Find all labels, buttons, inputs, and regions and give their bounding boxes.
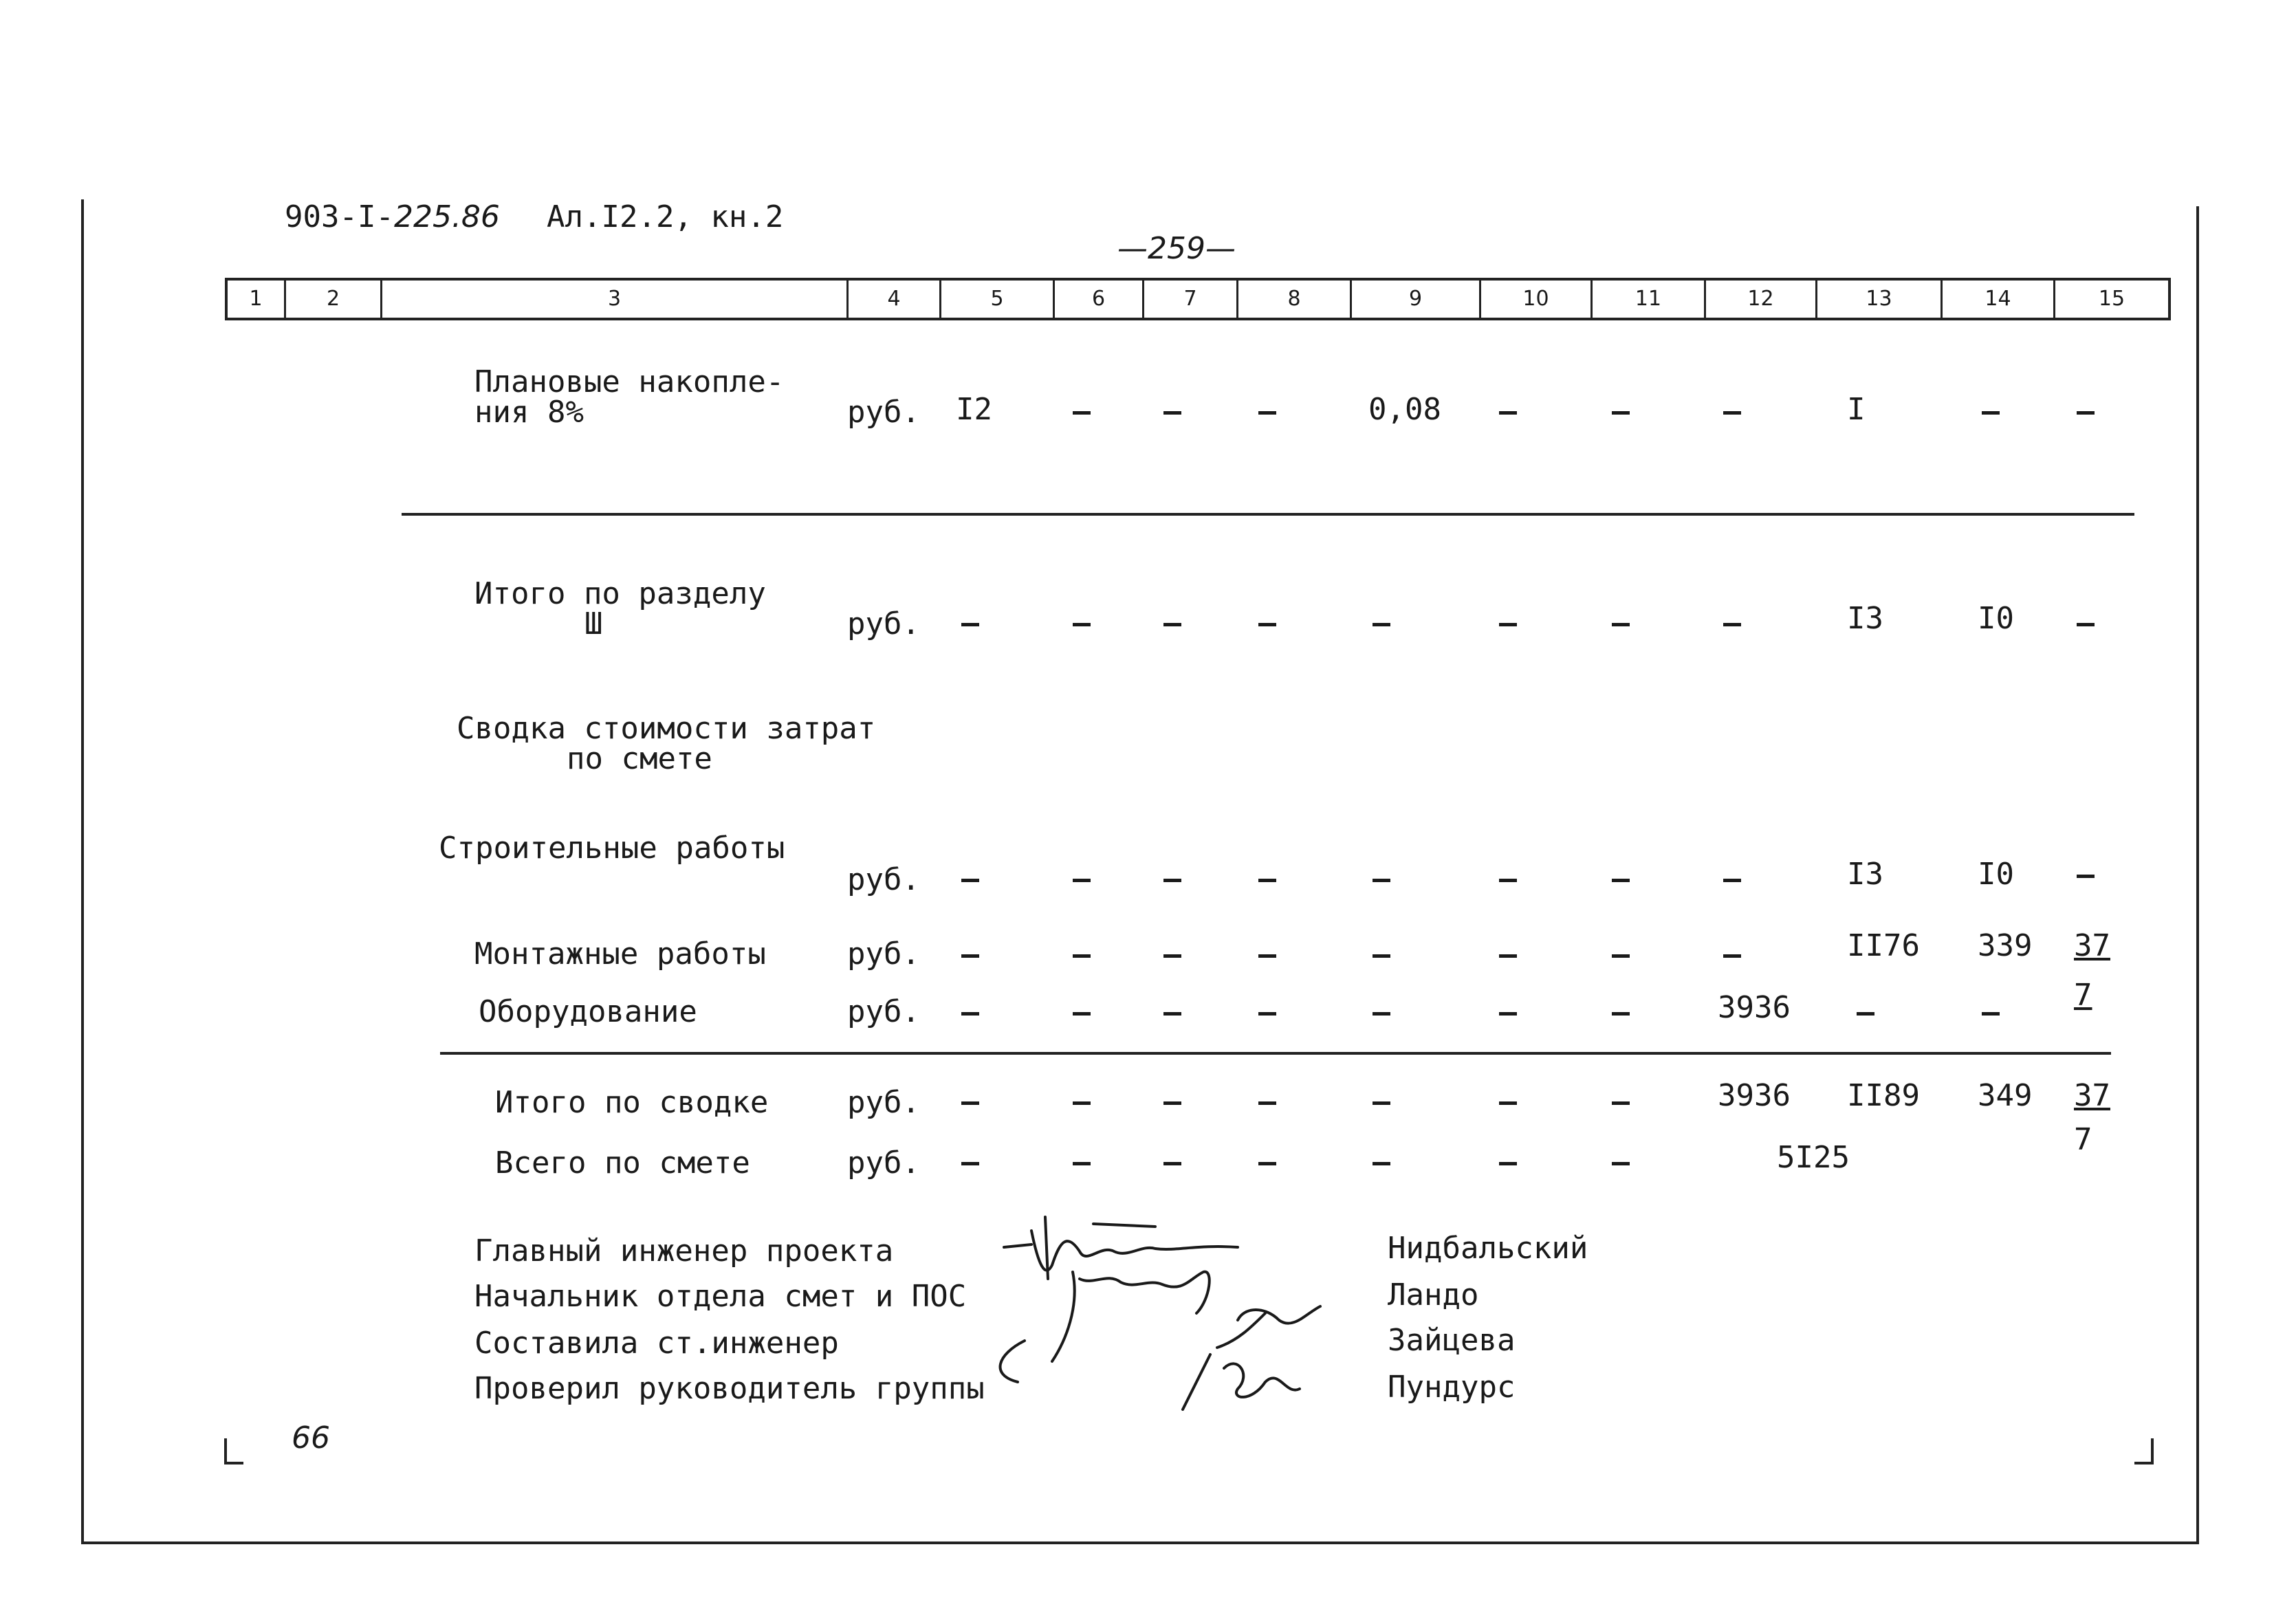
dash bbox=[1163, 411, 1181, 415]
estimate-total-col12: 5I25 bbox=[1777, 1140, 1850, 1175]
dash bbox=[1723, 879, 1741, 882]
dash bbox=[961, 954, 979, 958]
dash bbox=[1612, 623, 1630, 626]
summary-title-1: Сводка стоимости затрат bbox=[457, 711, 876, 746]
signature-name-department-head: Ландо bbox=[1388, 1277, 1479, 1313]
dash bbox=[1373, 1012, 1390, 1016]
total-divider bbox=[440, 1052, 2111, 1055]
equipment-unit: руб. bbox=[847, 994, 920, 1029]
dash bbox=[1258, 411, 1276, 415]
installation-col14: 339 bbox=[1978, 928, 2033, 963]
column-number: 9 bbox=[1352, 281, 1481, 318]
planned-savings-col9: 0,08 bbox=[1368, 392, 1441, 427]
dash bbox=[2077, 411, 2095, 415]
section-divider bbox=[402, 513, 2134, 516]
section-total-label-1: Итого по разделу bbox=[474, 576, 766, 611]
dash bbox=[1612, 879, 1630, 882]
installation-col15: 37 bbox=[2074, 928, 2110, 963]
dash bbox=[1258, 1101, 1276, 1105]
dash bbox=[1612, 954, 1630, 958]
estimate-total-unit: руб. bbox=[847, 1145, 920, 1181]
dash bbox=[1982, 1012, 2000, 1016]
album-reference: Ал.I2.2, кн.2 bbox=[547, 199, 784, 234]
handwritten-signatures bbox=[976, 1203, 1362, 1437]
dash bbox=[1373, 1101, 1390, 1105]
estimate-total-col15: 7 bbox=[2074, 1122, 2092, 1157]
dash bbox=[1723, 623, 1741, 626]
dash bbox=[1258, 879, 1276, 882]
summary-total-col12: 3936 bbox=[1718, 1078, 1791, 1113]
construction-label: Строительные работы bbox=[439, 831, 785, 866]
column-number: 1 bbox=[228, 281, 286, 318]
column-number: 2 bbox=[286, 281, 382, 318]
dash bbox=[1499, 1162, 1517, 1165]
corner-mark-left bbox=[224, 1462, 243, 1464]
frame-left-border bbox=[81, 199, 84, 1544]
dash bbox=[1073, 1101, 1091, 1105]
summary-total-col13: II89 bbox=[1847, 1078, 1920, 1113]
dash bbox=[1373, 954, 1390, 958]
signature-name-chief-engineer: Нидбальский bbox=[1388, 1231, 1588, 1266]
document-code-prefix: 903-I- bbox=[285, 199, 394, 234]
installation-unit: руб. bbox=[847, 936, 920, 972]
installation-col13: II76 bbox=[1847, 928, 1920, 963]
frame-right-border bbox=[2196, 206, 2199, 1544]
document-code bbox=[285, 199, 500, 234]
dash bbox=[1499, 1101, 1517, 1105]
column-number: 7 bbox=[1144, 281, 1238, 318]
dash bbox=[1612, 411, 1630, 415]
equipment-col12: 3936 bbox=[1718, 990, 1791, 1025]
dash bbox=[1499, 1012, 1517, 1016]
dash bbox=[1073, 623, 1091, 626]
equipment-col15: 7 bbox=[2074, 978, 2092, 1013]
construction-col14: I0 bbox=[1978, 857, 2014, 892]
section-total-col13: I3 bbox=[1847, 601, 1883, 636]
document-code-suffix: 225.86 bbox=[393, 199, 500, 234]
column-number: 12 bbox=[1706, 281, 1817, 318]
column-number: 6 bbox=[1055, 281, 1144, 318]
dash bbox=[1499, 954, 1517, 958]
dash bbox=[1073, 1162, 1091, 1165]
dash bbox=[1258, 954, 1276, 958]
dash bbox=[1163, 954, 1181, 958]
dash bbox=[1163, 879, 1181, 882]
signature-role-checker: Проверил руководитель группы bbox=[474, 1371, 985, 1406]
planned-savings-label-1: Плановые накопле- bbox=[474, 364, 785, 399]
summary-total-label: Итого по сводке bbox=[495, 1085, 769, 1120]
dash bbox=[1499, 411, 1517, 415]
dash bbox=[1073, 954, 1091, 958]
dash bbox=[2077, 623, 2095, 626]
dash bbox=[1373, 1162, 1390, 1165]
signature-name-checker: Пундурс bbox=[1388, 1370, 1516, 1405]
dash bbox=[1723, 411, 1741, 415]
column-number: 8 bbox=[1238, 281, 1352, 318]
equipment-label: Оборудование bbox=[479, 994, 697, 1029]
summary-total-col14: 349 bbox=[1978, 1078, 2033, 1113]
summary-title-2: по смете bbox=[567, 741, 712, 776]
corner-mark-right bbox=[2134, 1462, 2154, 1464]
column-number: 10 bbox=[1481, 281, 1593, 318]
section-total-unit: руб. bbox=[847, 606, 920, 641]
dash bbox=[961, 623, 979, 626]
column-number: 3 bbox=[382, 281, 849, 318]
dash bbox=[1982, 411, 2000, 415]
planned-savings-col13: I bbox=[1847, 392, 1866, 427]
signature-role-department-head: Начальник отдела смет и ПОС bbox=[474, 1279, 967, 1314]
planned-savings-unit: руб. bbox=[847, 395, 920, 430]
column-number: 4 bbox=[849, 281, 941, 318]
dash bbox=[1258, 1012, 1276, 1016]
dash bbox=[1612, 1162, 1630, 1165]
page-number: —259— bbox=[1117, 231, 1236, 266]
planned-savings-label-2: ния 8% bbox=[474, 395, 584, 430]
column-number: 14 bbox=[1943, 281, 2055, 318]
dash bbox=[961, 1162, 979, 1165]
construction-unit: руб. bbox=[847, 862, 920, 897]
column-number: 5 bbox=[941, 281, 1055, 318]
dash bbox=[961, 879, 979, 882]
signature-name-compiler: Зайцева bbox=[1388, 1323, 1516, 1358]
dash bbox=[961, 1101, 979, 1105]
column-number-bar bbox=[225, 278, 2171, 320]
dash bbox=[1073, 1012, 1091, 1016]
planned-savings-col5: I2 bbox=[956, 392, 992, 427]
dash bbox=[1073, 411, 1091, 415]
dash bbox=[1857, 1012, 1874, 1016]
corner-mark-right bbox=[2151, 1438, 2154, 1464]
dash bbox=[1163, 1162, 1181, 1165]
section-total-col14: I0 bbox=[1978, 601, 2014, 636]
dash bbox=[1612, 1101, 1630, 1105]
dash bbox=[1499, 879, 1517, 882]
sheet-number: 66 bbox=[292, 1420, 330, 1456]
column-number: 13 bbox=[1817, 281, 1943, 318]
column-number: 15 bbox=[2098, 287, 2125, 311]
dash bbox=[1723, 954, 1741, 958]
dash bbox=[1163, 1101, 1181, 1105]
signature-role-chief-engineer: Главный инженер проекта bbox=[474, 1233, 894, 1269]
column-number: 11 bbox=[1593, 281, 1706, 318]
dash bbox=[1258, 1162, 1276, 1165]
dash bbox=[1499, 623, 1517, 626]
estimate-total-label: Всего по смете bbox=[495, 1145, 750, 1181]
dash bbox=[1373, 623, 1390, 626]
construction-col13: I3 bbox=[1847, 857, 1883, 892]
dash bbox=[1163, 623, 1181, 626]
dash bbox=[961, 1012, 979, 1016]
corner-mark-left bbox=[224, 1438, 227, 1464]
summary-total-col15: 37 bbox=[2074, 1078, 2110, 1113]
summary-total-unit: руб. bbox=[847, 1085, 920, 1120]
dash bbox=[1073, 879, 1091, 882]
section-total-label-2: Ш bbox=[584, 606, 603, 641]
installation-label: Монтажные работы bbox=[474, 936, 766, 972]
signature-role-compiler: Составила ст.инженер bbox=[474, 1326, 839, 1361]
dash bbox=[1373, 879, 1390, 882]
dash bbox=[1258, 623, 1276, 626]
dash bbox=[2077, 875, 2095, 878]
dash bbox=[1612, 1012, 1630, 1016]
frame-bottom-border bbox=[81, 1541, 2199, 1544]
dash bbox=[1163, 1012, 1181, 1016]
